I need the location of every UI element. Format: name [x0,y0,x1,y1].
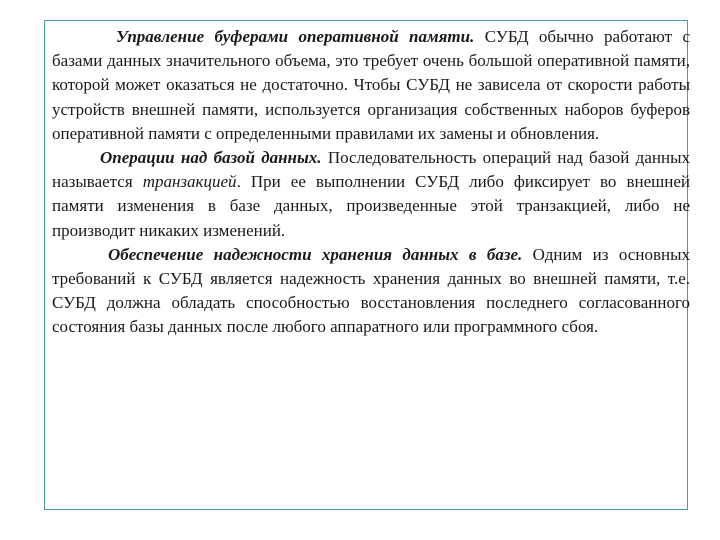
paragraph-buffers [52,25,690,146]
heading-buffers: Управление буферами оперативной памяти. [116,27,475,46]
heading-operations: Операции над базой данных. [100,148,322,168]
paragraph-operations [52,146,690,243]
body-operations-after: . При ее выполнении СУБД либо фиксирует во внешней памяти изменения в базе данных, произведенные этой транзакцией, либо не производит никаких изменений. [52,172,690,240]
paragraph-reliability [52,243,690,340]
term-transaction: транзакцией [142,172,237,192]
body-operations-before: Последовательность операций над базой данных называется [52,148,690,192]
heading-reliability: Обеспечение надежности хранения данных в базе. [108,244,523,264]
text-body [52,25,690,340]
body-reliability: Одним из основных требований к СУБД является надежность хранения данных во внешней памяти, т.е. СУБД должна обладать способностью восстановления последнего согласованного состояния базы данных после любого аппаратного или программного сбоя. [52,244,690,337]
body-buffers: СУБД обычно работают с базами данных значительного объема, это требует очень большой оперативной памяти, которой может оказаться не достаточно. Чтобы СУБД не зависела от скорости работы устройств внешней памяти, используется организация собственных наборов буферов оперативной памяти с определенными правилами их замены и обновления. [52,27,690,143]
